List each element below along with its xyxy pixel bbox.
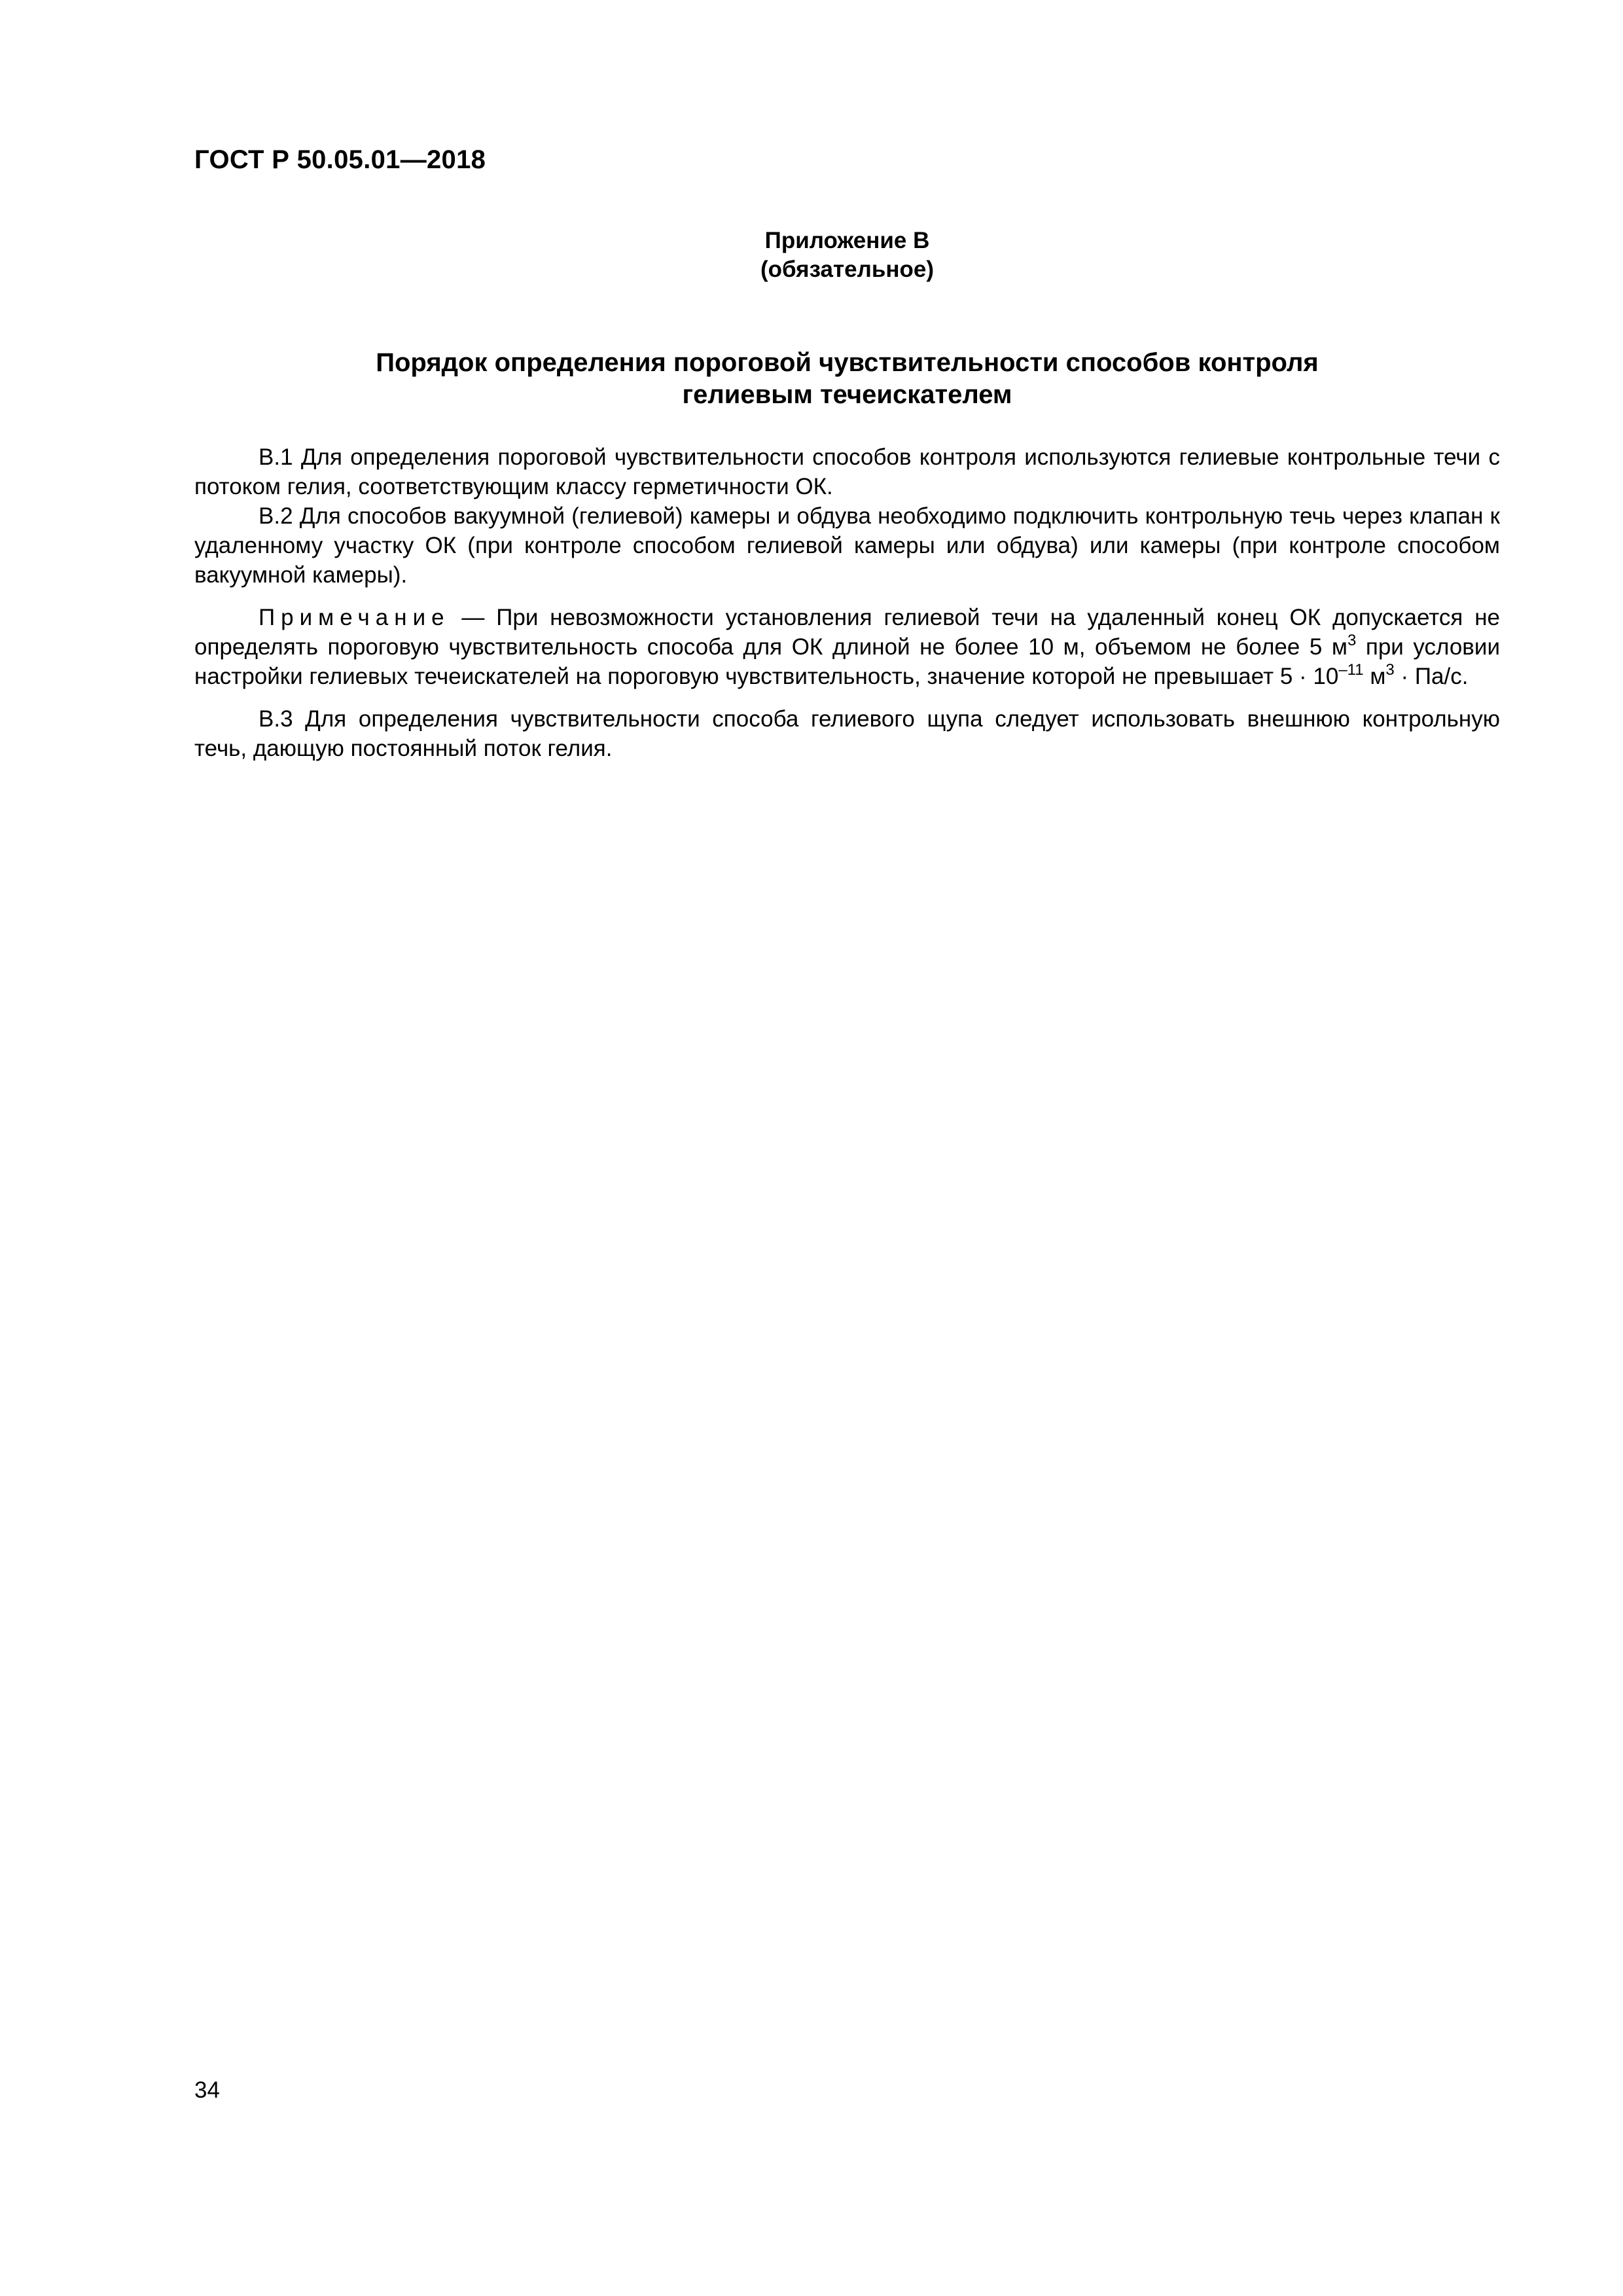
paragraph-b2: В.2 Для способов вакуумной (гелиевой) камеры и обдува необходимо подключить контрольную течь через клапан к удаленному участку ОК (при контроле способом гелиевой камеры или обдува) или камеры (при контроле способом вакуумной камеры). [194, 503, 1500, 588]
appendix-status: (обязательное) [760, 257, 934, 282]
note-text-d: · Па/с. [1394, 664, 1469, 689]
note-text-b: при условии настройки гелиевых течеискателей на пороговую чувствительность, значение которой не превышает 5 · 10 [194, 634, 1501, 689]
note-text-a: При невозможности установления гелиевой течи на удаленный конец ОК допускается не определять пороговую чувствительность способа для ОК длиной не более 10 м, объемом не более 5 м [194, 605, 1500, 660]
note-text-c: м [1363, 664, 1386, 689]
note-superscript-b: –11 [1338, 661, 1364, 679]
section-title-line-2: гелиевым течеискателем [682, 380, 1012, 409]
body-text [194, 442, 1500, 763]
page-number: 34 [194, 2077, 220, 2103]
note-paragraph [194, 603, 1500, 691]
paragraph-b1: В.1 Для определения пороговой чувствительности способов контроля используются гелиевые контрольные течи с потоком гелия, соответствующим классу герметичности ОК. [194, 444, 1500, 499]
note-superscript-c: 3 [1385, 661, 1395, 679]
paragraph-b3: В.3 Для определения чувствительности способа гелиевого щупа следует использовать внешнюю контрольную течь, дающую постоянный поток гелия. [194, 706, 1500, 761]
note-label: Примечание [259, 605, 450, 630]
section-title-line-1: Порядок определения пороговой чувствительности способов контроля [376, 348, 1319, 377]
appendix-title: Приложение В [764, 228, 930, 253]
document-id-header: ГОСТ Р 50.05.01—2018 [194, 145, 486, 174]
appendix-heading [194, 226, 1500, 284]
note-superscript-a: 3 [1347, 632, 1357, 649]
note-dash: — [450, 605, 497, 630]
section-title [194, 347, 1500, 411]
